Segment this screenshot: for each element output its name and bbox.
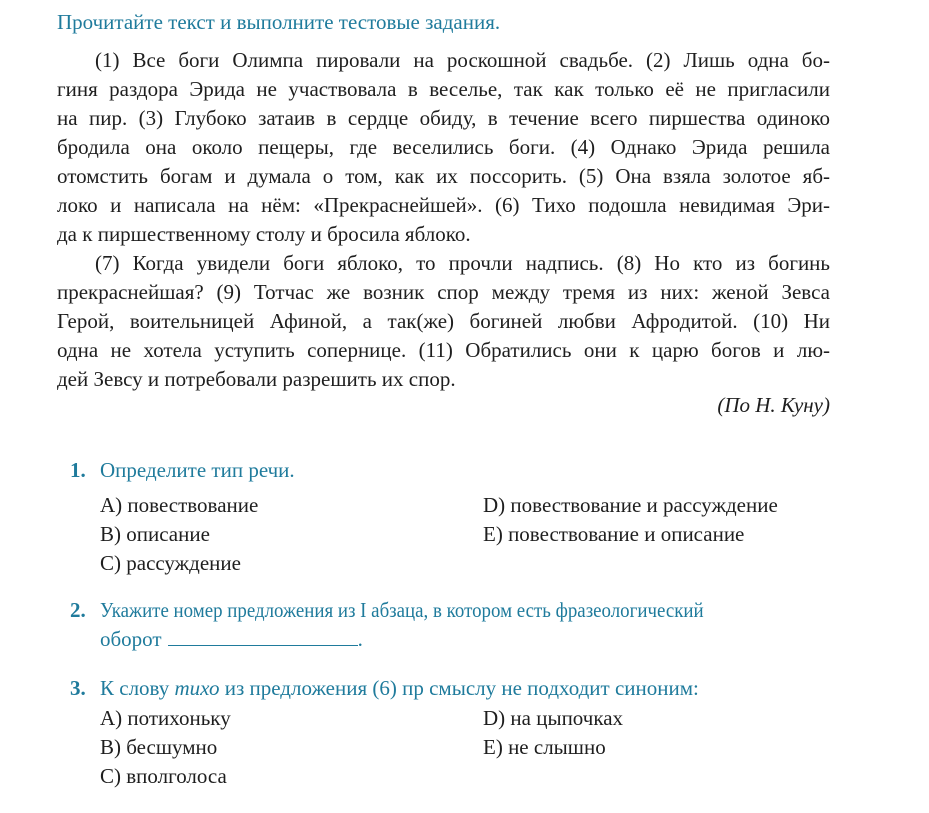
text-line: (1) Все боги Олимпа пировали на роскошной свадьбе. (2) Лишь одна бо- bbox=[95, 48, 830, 72]
question-text: К слову bbox=[100, 676, 170, 700]
text-line: локо и написала на нём: «Прекраснейшей». (6) Тихо подошла невидимая Эри- bbox=[57, 193, 830, 217]
text-line: дей Зевсу и потребовали разрешить их спор. bbox=[57, 367, 456, 391]
text-line: бродила она около пещеры, где веселились боги. (4) Однако Эрида решила bbox=[57, 135, 830, 159]
option-e: E) повествование и описание bbox=[483, 522, 745, 546]
question-3 bbox=[70, 674, 699, 703]
option-b: B) описание bbox=[100, 522, 210, 546]
text-line: прекраснейшая? (9) Тотчас же возник спор между тремя из них: женой Зевса bbox=[57, 280, 830, 304]
text-line: на пир. (3) Глубоко затаив в сердце обиду, в течение всего пиршества одиноко bbox=[57, 106, 830, 130]
source-attribution: (По Н. Куну) bbox=[717, 393, 830, 417]
question-number: 3. bbox=[70, 676, 86, 700]
text-line: гиня раздора Эрида не участвовала в веселье, так как только её не пригласили bbox=[57, 77, 830, 101]
question-text: оборот bbox=[100, 627, 162, 651]
question-text: Укажите номер предложения из I абзаца, в котором есть фразеологический bbox=[100, 598, 704, 622]
option-b: B) бесшумно bbox=[100, 735, 218, 759]
option-d: D) повествование и рассуждение bbox=[483, 493, 778, 517]
option-a: A) повествование bbox=[100, 493, 259, 517]
option-c: C) рассуждение bbox=[100, 551, 241, 575]
question-2 bbox=[70, 596, 771, 625]
question-1 bbox=[70, 456, 295, 485]
text-line: отомстить богам и думала о том, как их поссорить. (5) Она взяла золотое яб- bbox=[57, 164, 830, 188]
question-text: Определите тип речи. bbox=[100, 458, 295, 482]
option-e: E) не слышно bbox=[483, 735, 606, 759]
text-line: Герой, воительницей Афиной, а так(же) богиней любви Афродитой. (10) Ни bbox=[57, 309, 830, 333]
task-heading: Прочитайте текст и выполните тестовые задания. bbox=[57, 10, 501, 34]
period: . bbox=[357, 627, 363, 651]
option-a: A) потихоньку bbox=[100, 706, 231, 730]
question-2-line2 bbox=[100, 625, 363, 654]
question-number: 1. bbox=[70, 458, 86, 482]
answer-blank[interactable] bbox=[168, 627, 358, 646]
text-line: одна не хотела уступить сопернице. (11) Обратились они к царю богов и лю- bbox=[57, 338, 830, 362]
option-c: C) вполголоса bbox=[100, 764, 227, 788]
text-line: (7) Когда увидели боги яблоко, то прочли надпись. (8) Но кто из богинь bbox=[95, 251, 830, 275]
question-number: 2. bbox=[70, 598, 86, 622]
question-text: из предложения (6) пр смыслу не подходит синоним: bbox=[224, 676, 699, 700]
italic-word: тихо bbox=[174, 676, 220, 700]
text-line: да к пиршественному столу и бросила яблоко. bbox=[57, 222, 471, 246]
option-d: D) на цыпочках bbox=[483, 706, 624, 730]
